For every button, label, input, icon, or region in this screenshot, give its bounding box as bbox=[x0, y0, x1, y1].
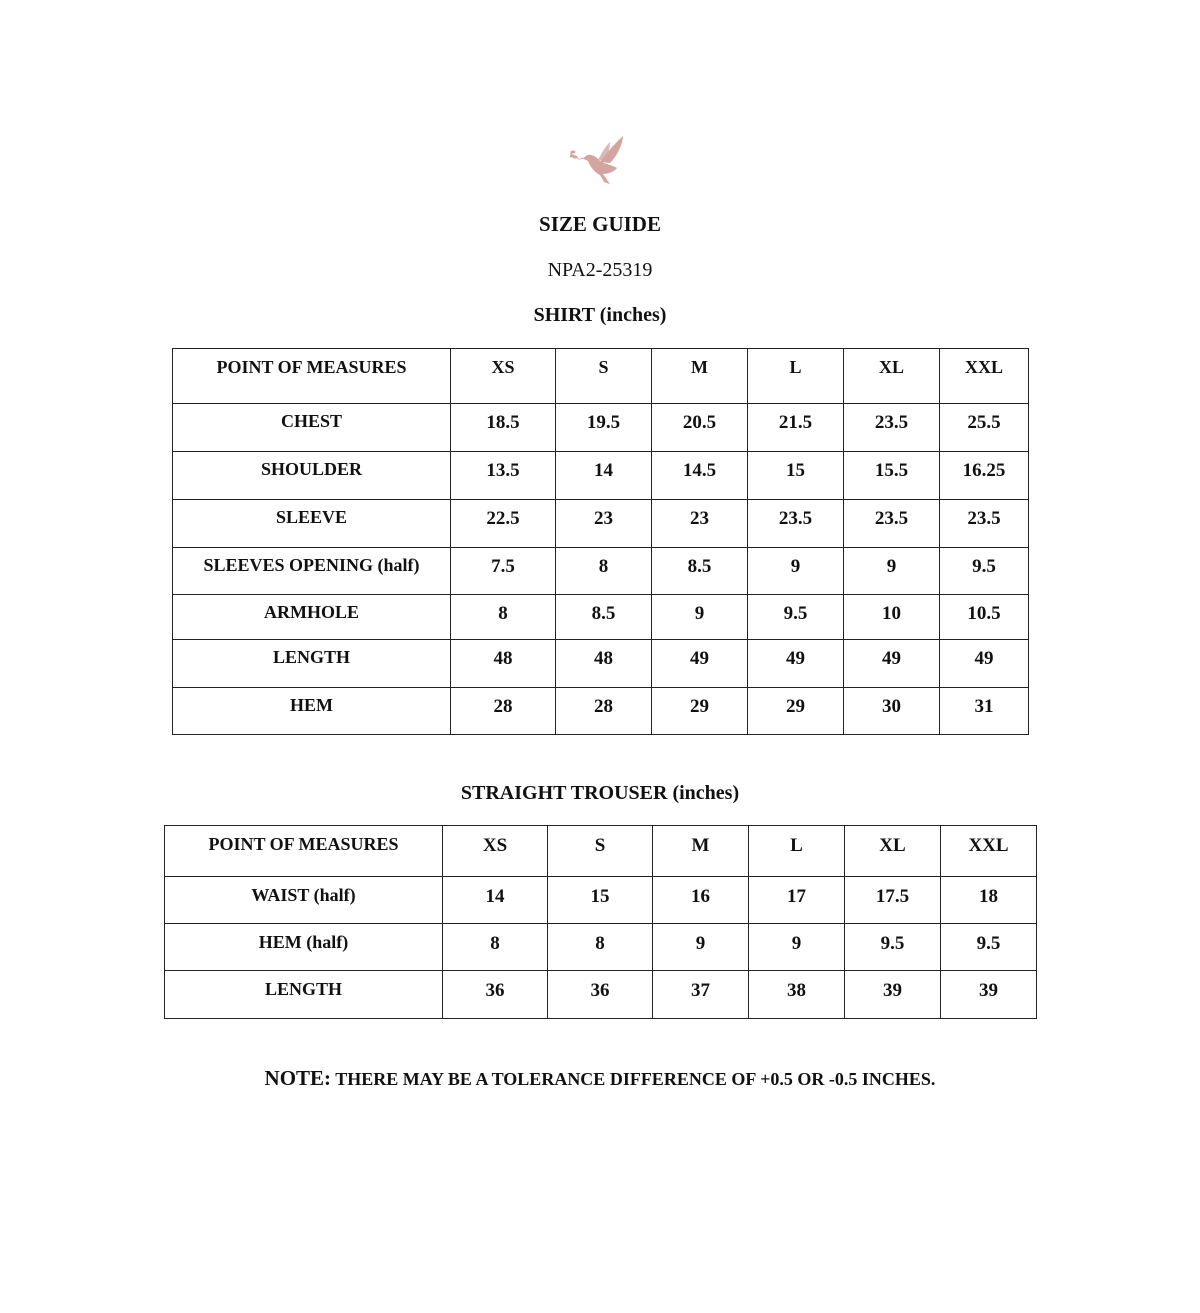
table-row bbox=[165, 877, 1037, 924]
table-cell: 16.25 bbox=[940, 452, 1029, 500]
table-cell: 21.5 bbox=[748, 404, 844, 452]
measure-label: LENGTH bbox=[165, 971, 443, 1019]
table-cell: 20.5 bbox=[652, 404, 748, 452]
table-cell: 29 bbox=[652, 688, 748, 735]
column-header: S bbox=[548, 826, 653, 877]
table-cell: 49 bbox=[652, 640, 748, 688]
column-header: L bbox=[748, 349, 844, 404]
table-cell: 18.5 bbox=[451, 404, 556, 452]
measure-label: SHOULDER bbox=[173, 452, 451, 500]
table-cell: 37 bbox=[653, 971, 749, 1019]
table-cell: 39 bbox=[845, 971, 941, 1019]
table-cell: 17.5 bbox=[845, 877, 941, 924]
column-header: M bbox=[653, 826, 749, 877]
note-text: THERE MAY BE A TOLERANCE DIFFERENCE OF +0.5 OR -0.5 INCHES. bbox=[331, 1069, 936, 1089]
table-cell: 8.5 bbox=[652, 548, 748, 595]
table-cell: 49 bbox=[940, 640, 1029, 688]
note-label: NOTE: bbox=[264, 1066, 332, 1090]
table-cell: 15.5 bbox=[844, 452, 940, 500]
column-header: XL bbox=[844, 349, 940, 404]
column-header: XS bbox=[443, 826, 548, 877]
table-cell: 30 bbox=[844, 688, 940, 735]
table-cell: 9 bbox=[652, 595, 748, 640]
table-cell: 13.5 bbox=[451, 452, 556, 500]
table-cell: 9 bbox=[749, 924, 845, 971]
table-cell: 22.5 bbox=[451, 500, 556, 548]
table-cell: 25.5 bbox=[940, 404, 1029, 452]
table-cell: 9 bbox=[653, 924, 749, 971]
column-header: S bbox=[556, 349, 652, 404]
column-header: XXL bbox=[941, 826, 1037, 877]
table-cell: 10.5 bbox=[940, 595, 1029, 640]
table-cell: 15 bbox=[748, 452, 844, 500]
table-cell: 28 bbox=[451, 688, 556, 735]
table-row bbox=[173, 640, 1029, 688]
table-cell: 23.5 bbox=[748, 500, 844, 548]
dove-icon bbox=[570, 134, 630, 188]
table-cell: 36 bbox=[548, 971, 653, 1019]
table-cell: 9.5 bbox=[748, 595, 844, 640]
measure-label: CHEST bbox=[173, 404, 451, 452]
column-header: L bbox=[749, 826, 845, 877]
table-cell: 14 bbox=[443, 877, 548, 924]
column-header: XL bbox=[845, 826, 941, 877]
table-cell: 9.5 bbox=[845, 924, 941, 971]
table-cell: 14 bbox=[556, 452, 652, 500]
table-cell: 39 bbox=[941, 971, 1037, 1019]
measure-label: ARMHOLE bbox=[173, 595, 451, 640]
column-header: POINT OF MEASURES bbox=[165, 826, 443, 877]
table-row bbox=[173, 548, 1029, 595]
shirt-size-table bbox=[172, 348, 1029, 735]
column-header: M bbox=[652, 349, 748, 404]
table-cell: 14.5 bbox=[652, 452, 748, 500]
measure-label: HEM (half) bbox=[165, 924, 443, 971]
table-header-row bbox=[165, 826, 1037, 877]
tolerance-note bbox=[0, 1066, 1200, 1091]
column-header: XS bbox=[451, 349, 556, 404]
table-cell: 8 bbox=[451, 595, 556, 640]
table-cell: 7.5 bbox=[451, 548, 556, 595]
measure-label: HEM bbox=[173, 688, 451, 735]
table-cell: 17 bbox=[749, 877, 845, 924]
table-cell: 23 bbox=[652, 500, 748, 548]
measure-label: SLEEVES OPENING (half) bbox=[173, 548, 451, 595]
table-cell: 9 bbox=[748, 548, 844, 595]
table-cell: 23 bbox=[556, 500, 652, 548]
table-cell: 16 bbox=[653, 877, 749, 924]
table-cell: 15 bbox=[548, 877, 653, 924]
table-cell: 23.5 bbox=[844, 500, 940, 548]
column-header: XXL bbox=[940, 349, 1029, 404]
measure-label: WAIST (half) bbox=[165, 877, 443, 924]
table-cell: 8.5 bbox=[556, 595, 652, 640]
table-row bbox=[173, 404, 1029, 452]
table-row bbox=[173, 452, 1029, 500]
table-cell: 18 bbox=[941, 877, 1037, 924]
table-cell: 8 bbox=[556, 548, 652, 595]
table-cell: 19.5 bbox=[556, 404, 652, 452]
table-cell: 49 bbox=[748, 640, 844, 688]
page-title: SIZE GUIDE bbox=[539, 212, 661, 236]
table-cell: 36 bbox=[443, 971, 548, 1019]
table-cell: 29 bbox=[748, 688, 844, 735]
table-cell: 9 bbox=[844, 548, 940, 595]
table-cell: 28 bbox=[556, 688, 652, 735]
table-cell: 48 bbox=[451, 640, 556, 688]
table-row bbox=[173, 688, 1029, 735]
table-row bbox=[173, 500, 1029, 548]
table-cell: 9.5 bbox=[941, 924, 1037, 971]
table-cell: 23.5 bbox=[844, 404, 940, 452]
table-cell: 48 bbox=[556, 640, 652, 688]
table-header-row bbox=[173, 349, 1029, 404]
measure-label: LENGTH bbox=[173, 640, 451, 688]
trouser-size-table bbox=[164, 825, 1037, 1019]
shirt-table-title: SHIRT (inches) bbox=[533, 304, 667, 326]
table-cell: 10 bbox=[844, 595, 940, 640]
table-cell: 38 bbox=[749, 971, 845, 1019]
measure-label: SLEEVE bbox=[173, 500, 451, 548]
table-row bbox=[165, 971, 1037, 1019]
table-row bbox=[165, 924, 1037, 971]
trouser-table-title: STRAIGHT TROUSER (inches) bbox=[460, 782, 740, 804]
table-row bbox=[173, 595, 1029, 640]
product-code: NPA2-25319 bbox=[547, 259, 653, 281]
column-header: POINT OF MEASURES bbox=[173, 349, 451, 404]
table-cell: 23.5 bbox=[940, 500, 1029, 548]
table-cell: 49 bbox=[844, 640, 940, 688]
table-cell: 31 bbox=[940, 688, 1029, 735]
table-cell: 9.5 bbox=[940, 548, 1029, 595]
table-cell: 8 bbox=[548, 924, 653, 971]
table-cell: 8 bbox=[443, 924, 548, 971]
